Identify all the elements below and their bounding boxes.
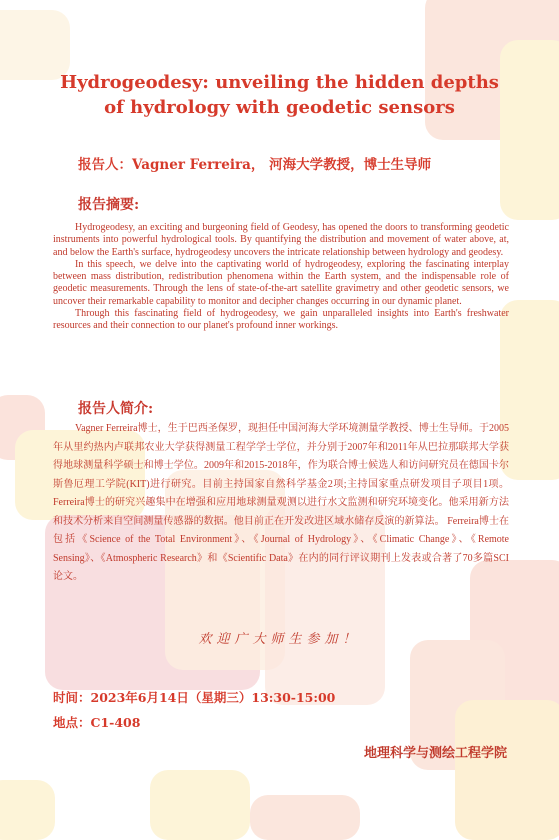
abstract-paragraph: Through this fascinating field of hydrogeodesy, we gain unparalleled insights into Earth's freshwater resources and their connection to our planet's profound inner workings.: [53, 308, 509, 332]
school-name: 地理科学与测绘工程学院: [363, 746, 507, 761]
speaker-line: 报告人：Vagner Ferreira， 河海大学教授，博士生导师: [78, 157, 432, 173]
abstract-paragraph: In this speech, we delve into the captivating world of hydrogeodesy, exploring the fascinating interplay between mass distribution, redistribution phenomena within the Earth system, and the indispensable role of geodetic measurements. Through the lens of state-of-the-art satellite gravimetry and other geodetic sensors, we uncover their remarkable capability to monitor and decipher changes occurring in our dynamic planet.: [53, 258, 509, 307]
abstract-body: [53, 222, 509, 333]
time-line: 时间：2023年6月14日（星期三）13:30-15:00: [53, 690, 336, 705]
bio-text: Vagner Ferreira博士，生于巴西圣保罗，现担任中国河海大学环境测量学教授、博士生导师。于2005年从里约热内卢联邦农业大学获得测量工程学学士学位，并分别于2007年和2011年从巴拉那联邦大学获得地球测量科学硕士和博士学位。2009年和2015-2018年，作为联合博士候选人和访问研究员在德国卡尔斯鲁厄理工学院(KIT)进行研究。目前主持国家自然科学基金2项;主持国家重点研发项目子项目1项。Ferreira博士的研究兴趣集中在增强和应用地球测量观测以进行水文监测和研究环境变化。他采用新方法和技术分析来自空间测量传感器的数据。他目前正在开发改进区域水储存反演的新算法。 Ferreira博士在包括《Science of the Total Environment》、《Journal of Hydrology》、《Climatic Change》、《Remote Sensing》、《Atmospheric Research》和《Scientific Data》在内的同行评议期刊上发表或合著了70多篇SCI论文。: [53, 423, 509, 582]
abstract-heading: 报告摘要:: [78, 197, 140, 213]
bio-heading: 报告人简介:: [78, 401, 154, 417]
location-line: 地点：C1-408: [53, 715, 141, 730]
welcome-message: 欢迎广大师生参加！: [198, 632, 361, 647]
poster-title: Hydrogeodesy: unveiling the hidden depths of hydrology with geodetic sensors: [60, 72, 499, 118]
abstract-paragraph: Hydrogeodesy, an exciting and burgeoning field of Geodesy, has opened the doors to transforming geodetic instruments into powerful hydrological tools. By quantifying the distribution and movement of water above, at, and below the Earth's surface, hydrogeodesy uncovers the intricate relationship between hydrology and geodesy.: [53, 222, 509, 258]
